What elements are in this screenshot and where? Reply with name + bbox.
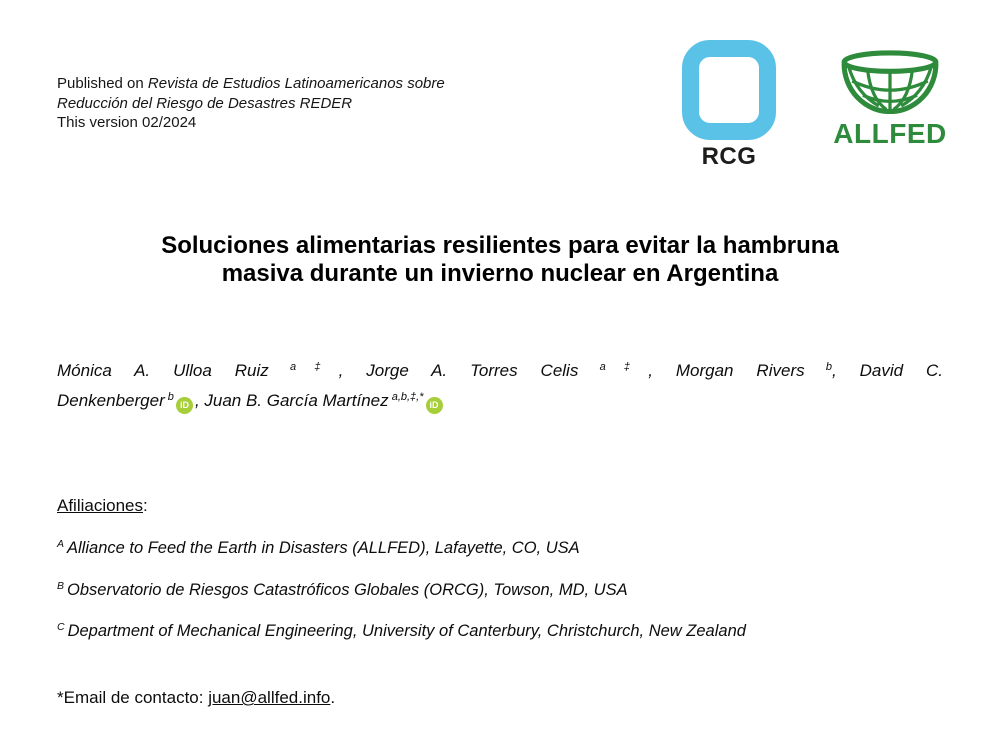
authors-line — [57, 356, 943, 416]
authors-row-2 — [57, 386, 943, 416]
allfed-logo-label: ALLFED — [833, 118, 947, 149]
author-name: Mónica A. Ulloa Ruiz — [57, 361, 269, 380]
contact-suffix: . — [330, 688, 336, 707]
author-name: , Jorge A. Torres Celis — [338, 361, 579, 380]
publication-line-1 — [57, 74, 445, 94]
allfed-bowl-icon — [839, 50, 941, 114]
rcg-logo-label: RCG — [701, 143, 757, 170]
affiliation-letter: C — [57, 621, 65, 633]
published-on-text: Published on — [57, 75, 148, 92]
affiliation-letter: A — [57, 538, 65, 550]
rcg-square-icon — [682, 40, 776, 140]
title-line-1: Soluciones alimentarias resilientes para evitar la hambruna — [161, 232, 839, 259]
affiliation-text: Department of Mechanical Engineering, University of Canterbury, Christchurch, New Zealand — [67, 622, 746, 640]
contact-email-link[interactable]: juan@allfed.info — [208, 688, 331, 707]
title-line-2: masiva durante un invierno nuclear en Argentina — [221, 260, 779, 287]
affiliation-letter: B — [57, 579, 65, 592]
rcg-logo — [681, 40, 777, 171]
page-title — [0, 232, 1000, 288]
allfed-logo — [810, 50, 970, 150]
author-name: , Morgan Rivers — [648, 361, 805, 380]
affiliations-heading — [57, 496, 148, 516]
orcid-icon[interactable]: iD — [426, 397, 443, 414]
affiliation-text: Alliance to Feed the Earth in Disasters (ALLFED), Lafayette, CO, USA — [67, 539, 580, 557]
contact-line — [57, 688, 335, 708]
affiliation-item — [57, 621, 957, 642]
affiliations-heading-text: Afiliaciones — [57, 496, 143, 515]
contact-prefix: *Email de contacto: — [57, 688, 209, 707]
affiliation-item — [57, 538, 957, 559]
orcid-icon[interactable]: iD — [176, 397, 193, 414]
affiliation-item — [57, 580, 957, 601]
journal-name-part2: Reducción del Riesgo de Desastres REDER — [57, 94, 353, 112]
author-affiliation-superscript: b — [804, 361, 832, 373]
affiliations-list — [57, 538, 957, 663]
author-affiliation-superscript: a‡ — [268, 361, 339, 373]
author-affiliation-superscript: a‡ — [578, 361, 649, 373]
author-name: , Juan B. García Martínez — [194, 391, 389, 410]
publication-line-3 — [57, 113, 445, 133]
author-affiliation-superscript: b — [164, 391, 174, 403]
author-name: , David C. — [831, 361, 944, 380]
publication-line-2 — [57, 94, 445, 114]
version-text: This version 02/2024 — [57, 114, 197, 131]
authors-row-1 — [57, 356, 943, 386]
author-affiliation-superscript: a,b,‡,* — [388, 391, 424, 403]
affiliation-text: Observatorio de Riesgos Catastróficos Globales (ORCG), Towson, MD, USA — [67, 580, 628, 599]
affiliations-heading-colon: : — [143, 496, 148, 515]
journal-name-part1: Revista de Estudios Latinoamericanos sobre — [147, 75, 445, 92]
publication-info — [57, 74, 445, 133]
author-name: Denkenberger — [57, 391, 165, 410]
